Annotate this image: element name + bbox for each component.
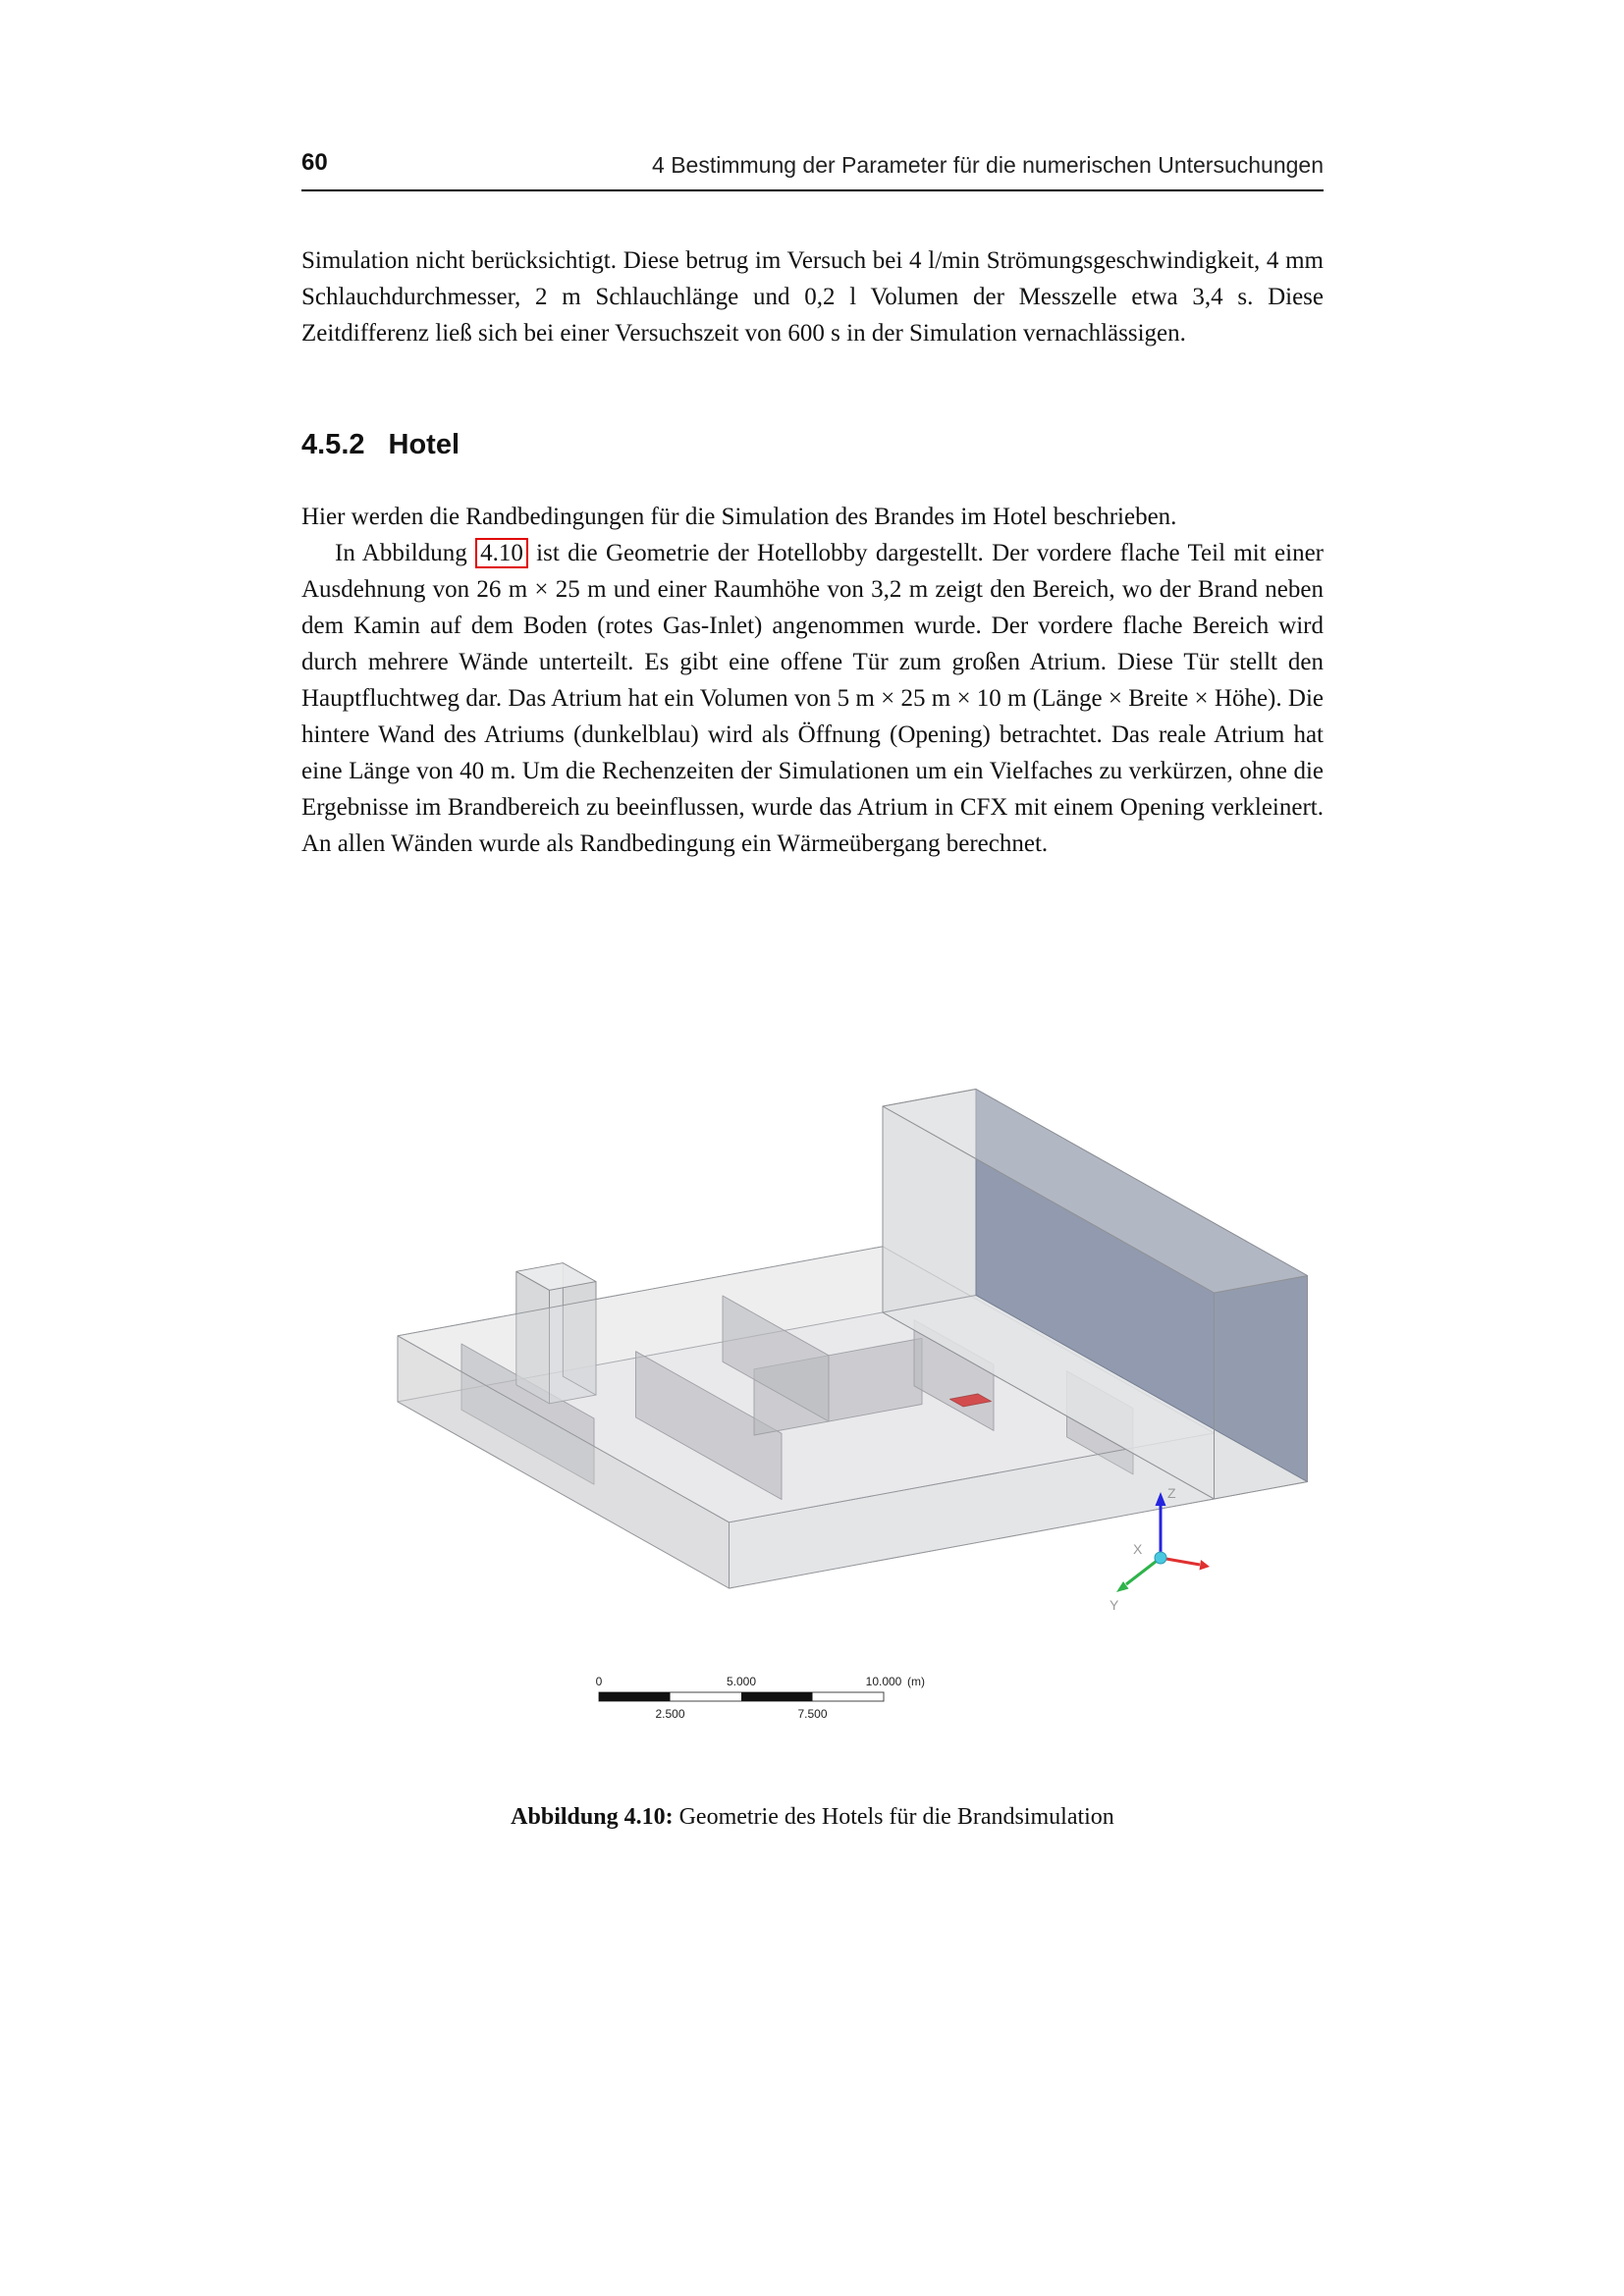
figure-caption (301, 1804, 1324, 1831)
figure-4-10 (334, 1041, 1375, 1787)
scale-bar-segment-black (599, 1692, 671, 1701)
figure-caption-text: Geometrie des Hotels für die Brandsimulation (673, 1804, 1114, 1830)
scale-label-7500: 7.500 (797, 1707, 828, 1721)
figure-caption-label: Abbildung 4.10: (511, 1804, 674, 1830)
paragraph-simulation: Simulation nicht berücksichtigt. Diese betrug im Versuch bei 4 l/min Strömungsgeschwindigkeit, 4 mm Schlauchdurchmesser, 2 m Schlauchlänge und 0,2 l Volumen der Messzelle etwa 3,4 s. Diese Zeitdifferenz ließ sich bei einer Versuchszeit von 600 s in der Simulation vernachlässigen. (301, 247, 1324, 347)
paragraph-geometrie (301, 535, 1324, 862)
axis-z-label: Z (1167, 1485, 1176, 1501)
section-title: Hotel (388, 429, 460, 460)
scale-label-2500: 2.500 (655, 1707, 685, 1721)
scale-label-0: 0 (595, 1675, 603, 1688)
paragraph-geometrie-part2: ist die Geometrie der Hotellobby dargestellt. Der vordere flache Teil mit einer Ausdehnung von 26 m × 25 m und einer Raumhöhe von 3,2 m zeigt den Bereich, wo der Brand neben dem Kamin auf dem Boden (rotes Gas-Inlet) angenommen wurde. Der vordere flache Bereich wird durch mehrere Wände unterteilt. Es gibt eine offene Tür zum großen Atrium. Diese Tür stellt den Hauptfluchtweg dar. Das Atrium hat ein Volumen von 5 m × 25 m × 10 m (Länge × Breite × Höhe). Die hintere Wand des Atriums (dunkelblau) wird als Öffnung (Opening) betrachtet. Das reale Atrium hat eine Länge von 40 m. Um die Rechenzeiten der Simulationen um ein Vielfaches zu verkürzen, ohne die Ergebnisse im Brandbereich zu beeinflussen, wurde das Atrium in CFX mit einem Opening verkleinert. An allen Wänden wurde als Randbedingung ein Wärmeübergang berechnet. (301, 540, 1324, 857)
chapter-header: 4 Bestimmung der Parameter für die numerischen Untersuchungen (652, 152, 1324, 178)
scale-label-5000: 5.000 (726, 1675, 757, 1688)
scale-bar-segment-black (741, 1692, 813, 1701)
scale-label-10000: 10.000 (865, 1675, 902, 1688)
page-number: 60 (301, 149, 328, 176)
hotel-geometry-figure (334, 1041, 1375, 1787)
scale-unit-label: (m) (907, 1675, 925, 1688)
axis-y-line (1126, 1558, 1161, 1584)
axis-x-label: X (1133, 1541, 1143, 1557)
axis-x-arrowhead (1200, 1560, 1211, 1571)
scale-bar (596, 1675, 925, 1721)
section-number: 4.5.2 (301, 429, 365, 460)
figure-reference-link[interactable]: 4.10 (475, 538, 528, 568)
atrium-right-face (1215, 1276, 1308, 1500)
paragraph-geometrie-part1: In Abbildung (335, 540, 476, 566)
axis-y-label: Y (1110, 1597, 1119, 1613)
section-heading-4-5-2 (301, 429, 1324, 461)
paragraph-randbedingungen: Hier werden die Randbedingungen für die Simulation des Brandes im Hotel beschrieben. (301, 504, 1177, 530)
header-rule (301, 189, 1324, 191)
axis-origin-ball (1155, 1552, 1166, 1564)
